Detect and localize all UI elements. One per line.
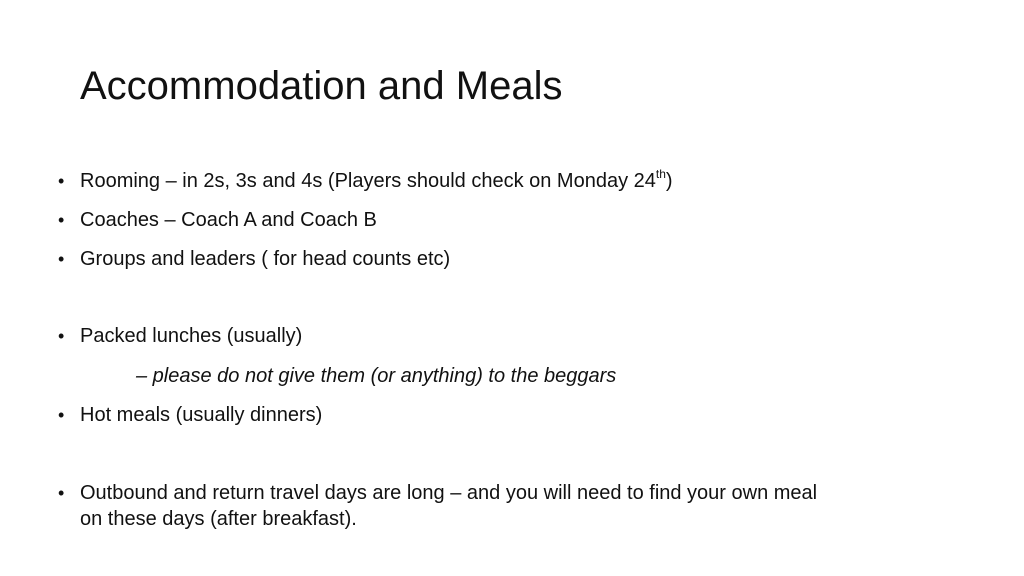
bullet-dot-icon: • bbox=[58, 405, 65, 425]
bullet-text-main: Rooming – in 2s, 3s and 4s (Players should check on Monday 24 bbox=[80, 170, 656, 192]
bullet-dot-icon: • bbox=[58, 249, 65, 269]
bullet-dot-icon: • bbox=[58, 171, 65, 191]
bullet-superscript: th bbox=[655, 167, 666, 181]
bullet-text: Groups and leaders ( for head counts etc) bbox=[80, 248, 451, 270]
sub-item-beggars-note: – please do not give them (or anything) to the beggars bbox=[136, 365, 617, 387]
bullet-text-end: ) bbox=[665, 170, 673, 192]
bullet-text bbox=[80, 168, 673, 194]
slide-title: Accommodation and Meals bbox=[80, 64, 563, 108]
bullet-dot-icon: • bbox=[58, 483, 65, 503]
bullet-text: Coaches – Coach A and Coach B bbox=[80, 209, 377, 231]
bullet-text: Hot meals (usually dinners) bbox=[80, 404, 323, 426]
bullet-text: Packed lunches (usually) bbox=[80, 325, 303, 347]
bullet-dot-icon: • bbox=[58, 326, 65, 346]
bullet-text: Outbound and return travel days are long – and you will need to find your own meal on these days (after breakfast). bbox=[80, 482, 818, 530]
bullet-dot-icon: • bbox=[58, 210, 65, 230]
